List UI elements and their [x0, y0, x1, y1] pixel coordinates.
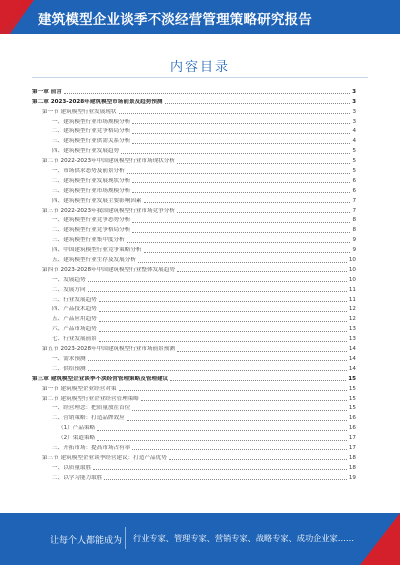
toc-entry[interactable] [32, 323, 356, 333]
toc-entry-label: 二、建筑模型行业竞争格局分析 [52, 128, 131, 135]
toc-entry-page: 4 [352, 138, 356, 145]
toc-entry[interactable] [32, 224, 356, 234]
toc-leader-dots [127, 420, 347, 421]
toc-entry-label: 第三节 建筑模型企业谈季经营建议：打造产品优势 [42, 454, 167, 461]
toc-entry-label: 三、建筑模型行业集中度分析 [52, 237, 125, 244]
toc-entry-label: 三、行业发展趋势 [52, 296, 97, 303]
toc-leader-dots [132, 133, 350, 134]
toc-leader-dots [104, 479, 347, 480]
toc-entry-label: （2）渠道策略 [58, 435, 96, 442]
toc-entry[interactable] [32, 155, 356, 165]
toc-entry[interactable] [32, 185, 356, 195]
toc-entry[interactable] [32, 274, 356, 284]
toc-entry-page: 12 [348, 316, 356, 323]
toc-entry[interactable] [32, 244, 356, 254]
report-title: 建筑模型企业谈季不淡经营管理策略研究报告 [38, 12, 312, 27]
toc-leader-dots [170, 380, 346, 381]
toc-entry-page: 15 [348, 375, 356, 382]
toc-entry-label: 一、建筑模型行业市场规模分析 [52, 118, 131, 125]
toc-entry-label: 一、市场供求态势及前景分析 [52, 168, 125, 175]
toc-entry-page: 8 [352, 217, 356, 224]
toc-entry-page: 19 [348, 474, 356, 481]
toc-entry-page: 9 [352, 247, 356, 254]
toc-entry[interactable] [32, 333, 356, 343]
toc-entry-page: 10 [348, 266, 356, 273]
toc-leader-dots [127, 242, 351, 243]
toc-entry[interactable] [32, 175, 356, 185]
toc-entry-page: 12 [348, 306, 356, 313]
toc-entry-label: 二、以学习能力取胜 [52, 474, 103, 481]
toc-heading: 内容目录 [169, 60, 230, 75]
table-of-contents [32, 86, 356, 482]
toc-entry[interactable] [32, 264, 356, 274]
toc-leader-dots [88, 291, 347, 292]
toc-leader-dots [99, 331, 347, 332]
toc-chapter-entry[interactable] [32, 373, 356, 383]
toc-leader-dots [97, 430, 347, 431]
toc-entry-page: 18 [348, 464, 356, 471]
toc-entry-label: 一、建筑模型行业竞争态势分析 [52, 217, 131, 224]
toc-entry-label: 第三节 2022-2023年我国建筑模型行业市场竞争分析 [42, 207, 175, 214]
toc-leader-dots [165, 103, 351, 104]
toc-entry-label: 第一节 建筑模型企业经营对策 [42, 385, 117, 392]
report-header [0, 0, 400, 34]
toc-entry-page: 5 [352, 158, 356, 165]
toc-entry-page: 4 [352, 128, 356, 135]
toc-entry-page: 14 [348, 365, 356, 372]
toc-entry[interactable] [32, 135, 356, 145]
toc-leader-dots [177, 351, 347, 352]
toc-entry-page: 11 [348, 286, 356, 293]
toc-entry-page: 3 [352, 118, 356, 125]
toc-entry-label: 三、建筑模型行业供需关系分析 [52, 138, 131, 145]
toc-entry-label: （1）产品策略 [58, 425, 96, 432]
toc-entry-label: 七、行业发展前景 [52, 336, 97, 343]
toc-leader-dots [88, 370, 347, 371]
toc-entry[interactable] [32, 294, 356, 304]
toc-entry-page: 6 [352, 177, 356, 184]
toc-entry[interactable] [32, 442, 356, 452]
toc-entry[interactable] [32, 126, 356, 136]
toc-entry-page: 15 [348, 405, 356, 412]
toc-entry-label: 二、供给预测 [52, 365, 86, 372]
toc-entry-page: 18 [348, 454, 356, 461]
toc-entry[interactable] [32, 462, 356, 472]
toc-entry-page: 14 [348, 355, 356, 362]
toc-entry[interactable] [32, 393, 356, 403]
toc-entry[interactable] [32, 284, 356, 294]
toc-entry[interactable] [32, 412, 356, 422]
toc-entry[interactable] [32, 363, 356, 373]
toc-entry-page: 15 [348, 395, 356, 402]
toc-entry-label: 二、营销策略：打造品牌效应 [52, 415, 125, 422]
toc-entry-page: 7 [352, 197, 356, 204]
toc-entry[interactable] [32, 215, 356, 225]
toc-entry[interactable] [32, 106, 356, 116]
toc-entry-label: 五、建筑模型行业生存及发展分析 [52, 257, 136, 264]
toc-leader-dots [132, 222, 350, 223]
toc-entry[interactable] [32, 254, 356, 264]
toc-entry-page: 17 [348, 435, 356, 442]
toc-leader-dots [132, 232, 350, 233]
toc-entry-page: 10 [348, 276, 356, 283]
toc-entry[interactable] [32, 432, 356, 442]
toc-entry-page: 10 [348, 257, 356, 264]
toc-entry-page: 11 [348, 296, 356, 303]
toc-entry-page: 16 [348, 415, 356, 422]
toc-entry-label: 六、产品市场趋势 [52, 326, 97, 333]
toc-leader-dots [132, 143, 350, 144]
toc-leader-dots [141, 400, 347, 401]
toc-entry-label: 第一章 前言 [32, 88, 62, 95]
toc-entry-label: 一、发展趋势 [52, 276, 86, 283]
toc-leader-dots [88, 360, 347, 361]
toc-leader-dots [88, 281, 347, 282]
toc-entry[interactable] [32, 452, 356, 462]
toc-entry[interactable] [32, 383, 356, 393]
toc-entry-page: 14 [348, 346, 356, 353]
toc-heading-divider [32, 77, 368, 78]
toc-leader-dots [144, 252, 351, 253]
toc-leader-dots [132, 410, 347, 411]
toc-leader-dots [99, 311, 347, 312]
toc-leader-dots [169, 459, 347, 460]
toc-chapter-entry[interactable] [32, 86, 356, 96]
footer-red-corner [360, 513, 400, 565]
toc-leader-dots [93, 469, 347, 470]
toc-chapter-entry[interactable] [32, 96, 356, 106]
toc-leader-dots [132, 123, 350, 124]
toc-entry-label: 第五节 2023-2028年中国建筑模型行业市场前景预测 [42, 346, 175, 353]
toc-entry-page: 15 [348, 385, 356, 392]
toc-entry[interactable] [32, 116, 356, 126]
toc-leader-dots [177, 212, 350, 213]
toc-entry-label: 五、产品应用趋势 [52, 316, 97, 323]
toc-entry-label: 二、建筑模型行业竞争格局分析 [52, 227, 131, 234]
toc-entry-page: 13 [348, 336, 356, 343]
toc-leader-dots [127, 173, 351, 174]
toc-entry[interactable] [32, 205, 356, 215]
toc-entry-page: 5 [352, 168, 356, 175]
toc-entry-label: 第二节 2022-2023年中国建筑模型行业市场现状分析 [42, 158, 175, 165]
toc-leader-dots [132, 182, 350, 183]
toc-entry[interactable] [32, 145, 356, 155]
toc-entry-label: 四、中国建筑模型行业竞争策略分析 [52, 247, 142, 254]
toc-entry-label: 一、需求预测 [52, 355, 86, 362]
toc-leader-dots [97, 440, 347, 441]
toc-entry[interactable] [32, 165, 356, 175]
toc-entry[interactable] [32, 195, 356, 205]
toc-entry-label: 第二章 2023-2028年建筑模型市场前景及趋势预测 [32, 98, 163, 105]
toc-entry-label: 三、开拓市场：提高市场占有率 [52, 444, 131, 451]
toc-entry-label: 第三章 建筑模型企业谈季不淡经营管理策略及管理建议 [32, 375, 169, 382]
toc-leader-dots [132, 449, 347, 450]
toc-entry-label: 四、产品技术趋势 [52, 306, 97, 313]
toc-entry[interactable] [32, 304, 356, 314]
toc-leader-dots [121, 153, 350, 154]
report-footer [0, 513, 400, 565]
footer-divider [125, 527, 126, 549]
toc-entry-label: 三、建筑模型行业市场规模分析 [52, 187, 131, 194]
toc-entry[interactable] [32, 353, 356, 363]
toc-leader-dots [99, 341, 347, 342]
toc-entry-label: 四、建筑模型行业发展主要影响因素 [52, 197, 142, 204]
toc-leader-dots [119, 390, 347, 391]
toc-leader-dots [144, 202, 351, 203]
toc-entry-label: 第二节 建筑模型行业企业经营管理策略 [42, 395, 139, 402]
toc-entry[interactable] [32, 234, 356, 244]
toc-leader-dots [132, 192, 350, 193]
toc-entry-label: 四、建筑模型行业发展趋势 [52, 148, 120, 155]
toc-entry-page: 3 [352, 88, 356, 95]
footer-slogan-right: 行业专家、管理专家、营销专家、战略专家、成功企业家…… [133, 533, 355, 543]
toc-leader-dots [64, 93, 350, 94]
toc-entry-page: 13 [348, 326, 356, 333]
toc-entry-label: 一、以质量取胜 [52, 464, 92, 471]
toc-entry[interactable] [32, 422, 356, 432]
toc-entry-label: 一、经营理念：把质量放在首位 [52, 405, 131, 412]
toc-leader-dots [99, 301, 347, 302]
toc-entry[interactable] [32, 343, 356, 353]
toc-entry-page: 5 [352, 148, 356, 155]
toc-leader-dots [138, 262, 347, 263]
toc-entry-page: 9 [352, 237, 356, 244]
toc-entry-page: 7 [352, 207, 356, 214]
toc-leader-dots [177, 163, 350, 164]
toc-leader-dots [119, 113, 351, 114]
toc-entry-label: 第一节 建筑模型行业发展现状 [42, 108, 117, 115]
toc-entry[interactable] [32, 403, 356, 413]
toc-entry-page: 17 [348, 444, 356, 451]
toc-entry-page: 16 [348, 425, 356, 432]
toc-entry-label: 二、发展方向 [52, 286, 86, 293]
toc-leader-dots [177, 271, 347, 272]
toc-entry[interactable] [32, 472, 356, 482]
toc-leader-dots [99, 321, 347, 322]
toc-entry-label: 二、建筑模型行业发展现状分析 [52, 177, 131, 184]
toc-entry-page: 3 [352, 98, 356, 105]
toc-entry[interactable] [32, 313, 356, 323]
toc-entry-page: 8 [352, 227, 356, 234]
toc-entry-label: 第四节 2023-2028年中国建筑模型行业整体发展趋势 [42, 266, 175, 273]
footer-slogan-left: 让每个人都能成为 [50, 536, 123, 546]
toc-entry-page: 3 [352, 108, 356, 115]
toc-entry-page: 6 [352, 187, 356, 194]
